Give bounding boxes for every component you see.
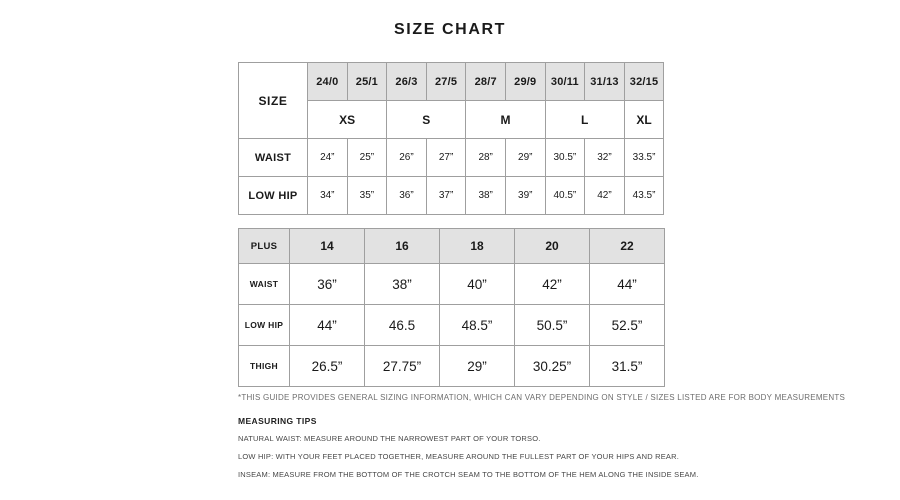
size-value-cell: 42” <box>515 264 590 305</box>
numeric-size-header-cell: 25/1 <box>347 63 387 101</box>
plus-corner-cell: PLUS <box>239 229 290 264</box>
numeric-size-header-cell: 26/3 <box>387 63 427 101</box>
numeric-size-header-cell: 30/11 <box>545 63 585 101</box>
size-value-cell: 27.75” <box>365 346 440 387</box>
measuring-tips-heading: MEASURING TIPS <box>238 416 317 426</box>
size-value-cell: 38” <box>466 177 506 215</box>
size-value-cell: 26” <box>387 139 427 177</box>
size-value-cell: 34” <box>308 177 348 215</box>
size-value-cell: 24” <box>308 139 348 177</box>
measuring-tip-low-hip: LOW HIP: WITH YOUR FEET PLACED TOGETHER, MEASURE AROUND THE FULLEST PART OF YOUR HIPS AND REAR. <box>238 452 680 461</box>
size-value-cell: 48.5” <box>440 305 515 346</box>
size-value-cell: 52.5” <box>590 305 665 346</box>
plus-size-header-row <box>239 229 665 264</box>
size-value-cell: 36” <box>290 264 365 305</box>
size-value-cell: 27” <box>426 139 466 177</box>
size-value-cell: 50.5” <box>515 305 590 346</box>
size-value-cell: 29” <box>505 139 545 177</box>
size-value-cell: 43.5” <box>624 177 664 215</box>
plus-low-hip-row <box>239 305 665 346</box>
size-value-cell: 38” <box>365 264 440 305</box>
letter-size-cell: M <box>466 101 545 139</box>
measuring-tip-inseam: INSEAM: MEASURE FROM THE BOTTOM OF THE CROTCH SEAM TO THE BOTTOM OF THE HEM ALONG THE INSIDE SEAM. <box>238 470 699 479</box>
size-value-cell: 46.5 <box>365 305 440 346</box>
plus-size-header-cell: 18 <box>440 229 515 264</box>
size-value-cell: 31.5” <box>590 346 665 387</box>
size-value-cell: 37” <box>426 177 466 215</box>
letter-size-cell: S <box>387 101 466 139</box>
size-corner-cell: SIZE <box>239 63 308 139</box>
waist-row <box>239 139 664 177</box>
size-value-cell: 32” <box>585 139 625 177</box>
plus-size-header-cell: 22 <box>590 229 665 264</box>
size-value-cell: 44” <box>590 264 665 305</box>
letter-size-cell: L <box>545 101 624 139</box>
plus-size-header-cell: 16 <box>365 229 440 264</box>
row-label-waist: WAIST <box>239 139 308 177</box>
row-label-waist: WAIST <box>239 264 290 305</box>
letter-size-cell: XL <box>624 101 664 139</box>
size-value-cell: 26.5” <box>290 346 365 387</box>
numeric-size-header-cell: 28/7 <box>466 63 506 101</box>
numeric-size-header-cell: 29/9 <box>505 63 545 101</box>
size-value-cell: 33.5” <box>624 139 664 177</box>
numeric-size-header-cell: 27/5 <box>426 63 466 101</box>
size-value-cell: 28” <box>466 139 506 177</box>
page-title: SIZE CHART <box>394 21 506 38</box>
row-label-low-hip: LOW HIP <box>239 177 308 215</box>
size-value-cell: 40.5” <box>545 177 585 215</box>
plus-size-header-cell: 14 <box>290 229 365 264</box>
numeric-size-header-row <box>239 63 664 101</box>
size-value-cell: 44” <box>290 305 365 346</box>
regular-size-table <box>238 62 664 215</box>
size-value-cell: 40” <box>440 264 515 305</box>
size-value-cell: 39” <box>505 177 545 215</box>
low-hip-row <box>239 177 664 215</box>
numeric-size-header-cell: 32/15 <box>624 63 664 101</box>
measuring-tip-natural-waist: NATURAL WAIST: MEASURE AROUND THE NARROWEST PART OF YOUR TORSO. <box>238 434 541 443</box>
size-value-cell: 42” <box>585 177 625 215</box>
letter-size-cell: XS <box>308 101 387 139</box>
size-value-cell: 29” <box>440 346 515 387</box>
size-value-cell: 36” <box>387 177 427 215</box>
size-value-cell: 25” <box>347 139 387 177</box>
sizing-footnote: *THIS GUIDE PROVIDES GENERAL SIZING INFORMATION, WHICH CAN VARY DEPENDING ON STYLE / SIZES LISTED ARE FOR BODY MEASUREMENTS <box>238 393 846 402</box>
measuring-tips-list <box>238 434 699 488</box>
size-value-cell: 30.25” <box>515 346 590 387</box>
row-label-low-hip: LOW HIP <box>239 305 290 346</box>
plus-size-table <box>238 228 665 387</box>
numeric-size-header-cell: 24/0 <box>308 63 348 101</box>
size-value-cell: 35” <box>347 177 387 215</box>
row-label-thigh: THIGH <box>239 346 290 387</box>
plus-size-header-cell: 20 <box>515 229 590 264</box>
numeric-size-header-cell: 31/13 <box>585 63 625 101</box>
plus-thigh-row <box>239 346 665 387</box>
plus-waist-row <box>239 264 665 305</box>
size-value-cell: 30.5” <box>545 139 585 177</box>
